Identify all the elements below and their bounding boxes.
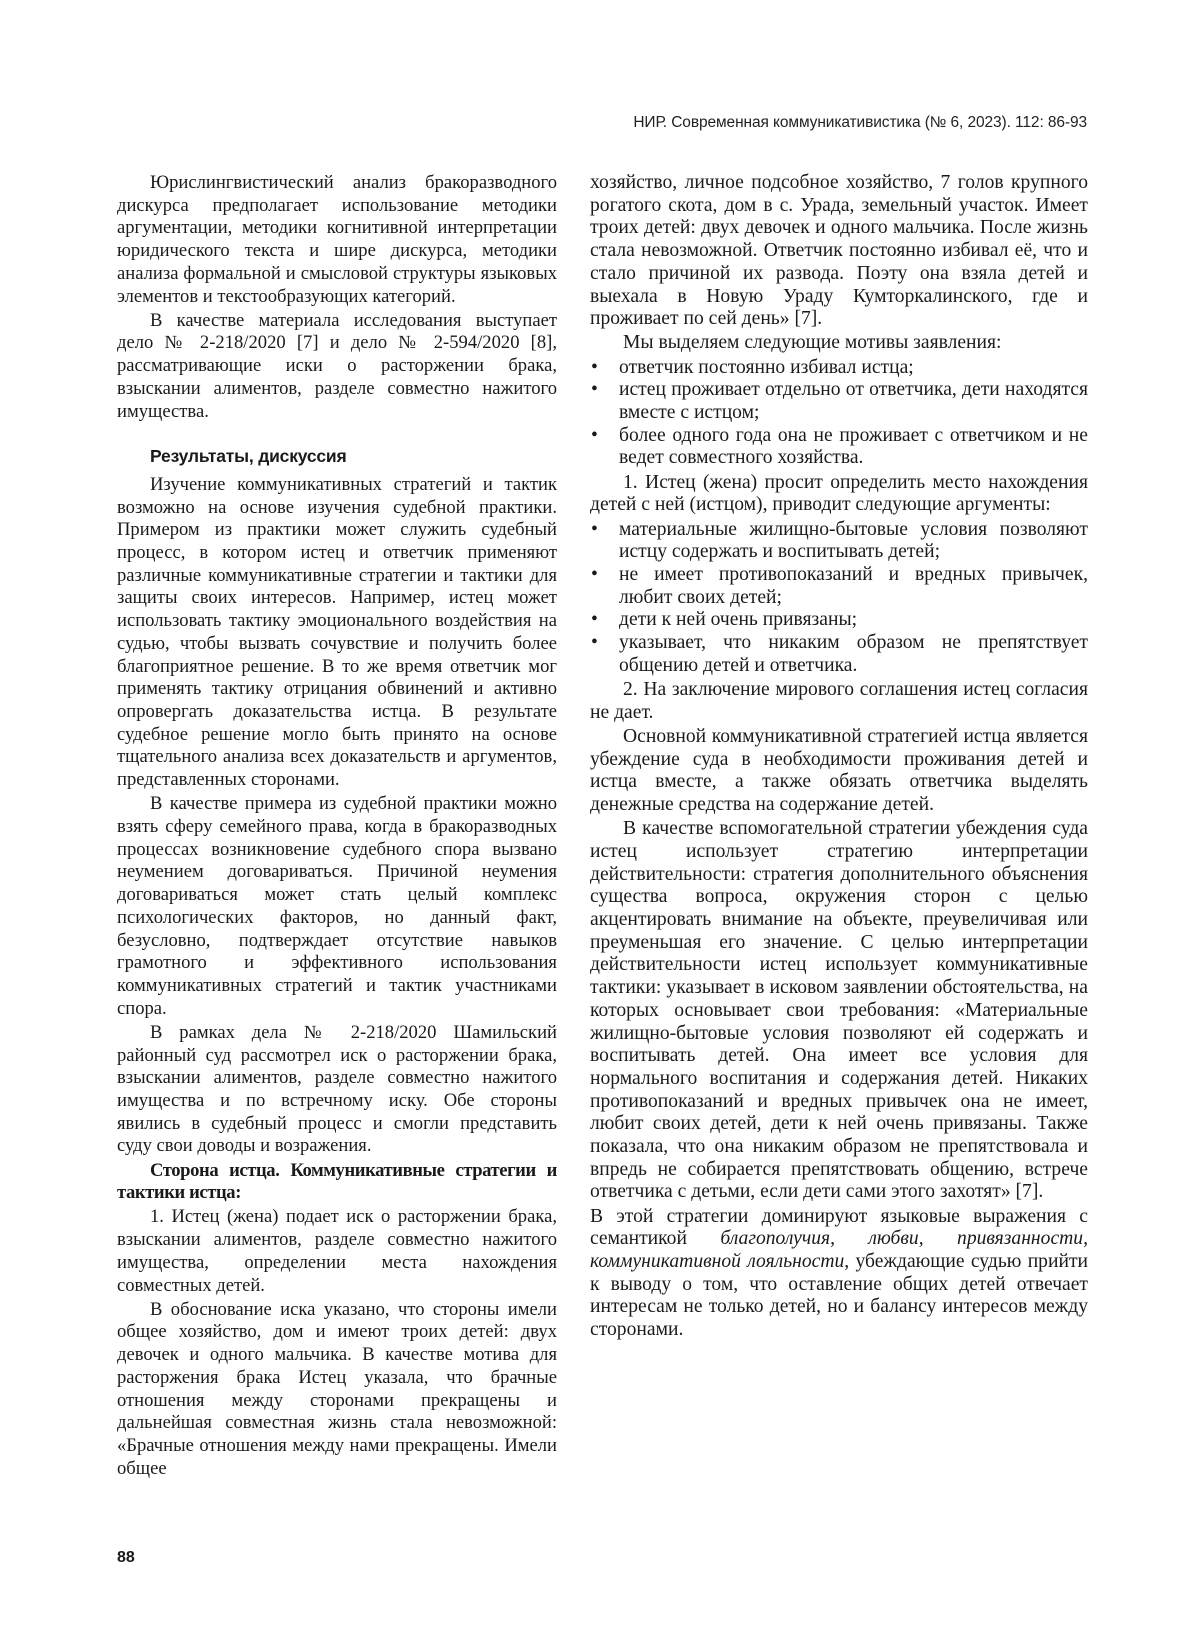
page-number: 88 xyxy=(117,1549,135,1567)
paragraph: Основной коммуникативной стратегией истца является убеждение суда в необходимости проживания детей и истца вместе, а также обязать ответчика выделять денежные средства на содержание детей. xyxy=(590,726,1088,817)
bullet-icon: • xyxy=(591,379,598,402)
paragraph: В рамках дела № 2-218/2020 Шамильский районный суд рассмотрел иск о расторжении брака, взыскании алиментов, разделе совместно нажитого имущества и по встречному иску. Обе стороны явились в судебный процесс и смогли представить суду свои доводы и возражения. xyxy=(117,1022,557,1158)
paragraph: В качестве вспомогательной стратегии убеждения суда истец использует стратегию интерпретации действительности: стратегия дополнительного объяснения существа вопроса, окружения сторон с целью акцентировать внимание на объекте, преувеличивая или преуменьшая его значение. С целью интерпретации действительности истец использует коммуникативные тактики: указывает в исковом заявлении обстоятельства, на которых основывает свои требования: «Материальные жилищно-бытовые условия позволяют ей содержать и воспитывать детей. Она имеет все условия для нормального воспитания и содержания детей. Никаких противопоказаний и вредных привычек она не имеет, любит своих детей, дети к ней очень привязаны. Также показала, что она никаким образом не препятствовала и впредь не собирается препятствовать общению, встрече ответчика с детьми, если дети сами этого захотят» [7]. xyxy=(590,818,1088,1204)
paragraph: 1. Истец (жена) просит определить место нахождения детей с ней (истцом), приводит следующие аргументы: xyxy=(590,472,1088,517)
bullet-list xyxy=(590,519,1088,678)
paragraph: Изучение коммуникативных стратегий и тактик возможно на основе изучения судебной практики. Примером из практики может служить судебный процесс, в котором истец и ответчик применяют различные коммуникативные стратегии и тактики для защиты своих интересов. Например, истец может использовать тактику эмоционального воздействия на судью, чтобы вызвать сочувствие и получить более благоприятное решение. В то же время ответчик мог применять тактику отрицания обвинений и активно опровергать доказательства истца. В результате судебное решение могло быть принято на основе тщательного анализа всех доказательств и аргументов, представленных сторонами. xyxy=(117,474,557,792)
paragraph: 2. На заключение мирового соглашения истец согласия не дает. xyxy=(590,679,1088,724)
paragraph: хозяйство, личное подсобное хозяйство, 7 голов крупного рогатого скота, дом в с. Урада, земельный участок. Имеет троих детей: двух девочек и одного мальчика. После жизнь стала невозможной. Ответчик постоянно избивал её, что и стало причиной их развода. Поэту она взяла детей и выехала в Новую Ураду Кумторкалинского, где и проживает по сей день» [7]. xyxy=(590,172,1088,331)
bullet-icon: • xyxy=(591,632,598,655)
paragraph: В качестве примера из судебной практики можно взять сферу семейного права, когда в бракоразводных процессах возникновение судебного спора вызвано неумением договариваться. Причиной неумения договариваться может стать целый комплекс психологических факторов, но данный факт, безусловно, подтверждает отсутствие навыков грамотного и эффективного использования коммуникативных стратегий и тактик участниками спора. xyxy=(117,793,557,1020)
right-column xyxy=(590,172,1088,1343)
list-item xyxy=(590,425,1088,470)
list-item-text: не имеет противопоказаний и вредных привычек, любит своих детей; xyxy=(619,564,1088,608)
list-item xyxy=(590,519,1088,564)
italic-emphasis: благополучия, любви, привязанности, коммуникативной лояльности xyxy=(590,1228,1088,1272)
section-heading: Результаты, дискуссия xyxy=(150,445,557,468)
paragraph: Юрислингвистический анализ бракоразводного дискурса предполагает использование методики аргументации, методики когнитивной интерпретации юридического текста и шире дискурса, методики анализа формальной и смысловой структуры языковых элементов и текстообразующих категорий. xyxy=(117,172,557,308)
list-item xyxy=(590,357,1088,380)
bullet-icon: • xyxy=(591,519,598,542)
bullet-icon: • xyxy=(591,564,598,587)
list-item-text: более одного года она не проживает с ответчиком и не ведет совместного хозяйства. xyxy=(619,425,1088,469)
left-column xyxy=(117,172,557,1482)
list-item xyxy=(590,609,1088,632)
text-run: , убеждающие судью прийти к выводу о том, что оставление общих детей отвечает интересам не только детей, но и балансу интересов между сторонами. xyxy=(590,1251,1088,1340)
list-item-text: указывает, что никаким образом не препятствует общению детей и ответчика. xyxy=(619,632,1088,676)
paragraph: 1. Истец (жена) подает иск о расторжении брака, взыскании алиментов, разделе совместно нажитого имущества, определении места нахождения совместных детей. xyxy=(117,1206,557,1297)
text-run: В этой стратегии доминируют языковые выражения с семантикой xyxy=(590,1206,1088,1250)
list-item-text: дети к ней очень привязаны; xyxy=(619,609,857,630)
subsection-heading: Сторона истца. Коммуникативные стратегии и тактики истца: xyxy=(117,1160,557,1205)
list-item-text: материальные жилищно-бытовые условия позволяют истцу содержать и воспитывать детей; xyxy=(619,519,1088,563)
bullet-icon: • xyxy=(591,357,598,380)
list-item xyxy=(590,632,1088,677)
bullet-icon: • xyxy=(591,609,598,632)
list-item-text: истец проживает отдельно от ответчика, дети находятся вместе с истцом; xyxy=(619,379,1088,423)
paragraph: В обоснование иска указано, что стороны имели общее хозяйство, дом и имеют троих детей: двух девочек и одного мальчика. В качестве мотива для расторжения брака Истец указала, что брачные отношения между сторонами прекращены и дальнейшая совместная жизнь стала невозможной: «Брачные отношения между нами прекращены. Имели общее xyxy=(117,1299,557,1481)
running-header: НИР. Современная коммуникативистика (№ 6, 2023). 112: 86-93 xyxy=(633,114,1087,132)
paragraph xyxy=(590,1206,1088,1342)
bullet-icon: • xyxy=(591,425,598,448)
list-item-text: ответчик постоянно избивал истца; xyxy=(619,357,914,378)
bullet-list xyxy=(590,357,1088,471)
paragraph: Мы выделяем следующие мотивы заявления: xyxy=(590,332,1088,355)
list-item xyxy=(590,379,1088,424)
list-item xyxy=(590,564,1088,609)
paragraph: В качестве материала исследования выступает дело № 2-218/2020 [7] и дело № 2-594/2020 [8], рассматривающие иски о расторжении брака, взыскании алиментов, разделе совместно нажитого имущества. xyxy=(117,310,557,424)
